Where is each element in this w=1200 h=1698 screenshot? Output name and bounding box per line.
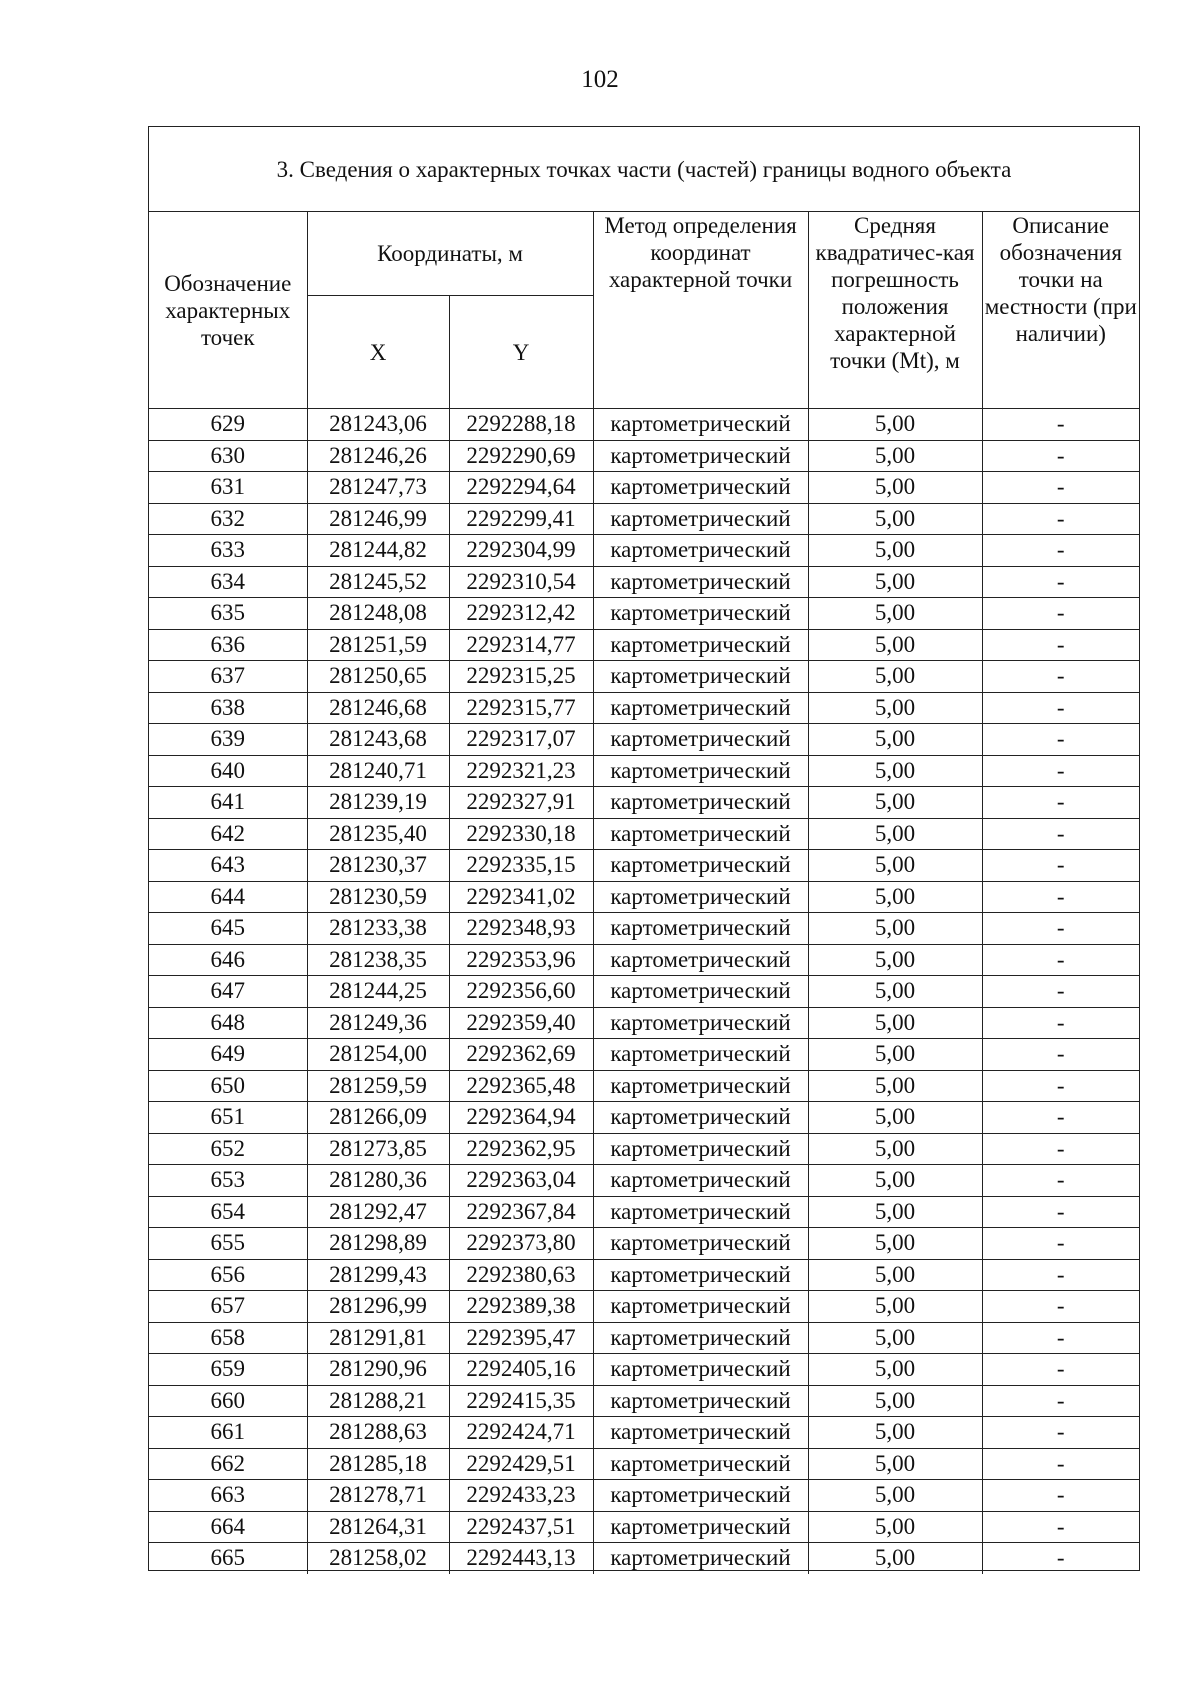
x-coordinate-cell: 281291,81 bbox=[307, 1322, 449, 1354]
point-label-cell: 662 bbox=[149, 1448, 307, 1480]
y-coordinate-cell: 2292353,96 bbox=[449, 944, 593, 976]
y-coordinate-cell: 2292330,18 bbox=[449, 818, 593, 850]
header-method: Метод определения координат характерной точки bbox=[593, 212, 808, 409]
y-coordinate-cell: 2292335,15 bbox=[449, 850, 593, 882]
method-cell: картометрический bbox=[593, 1448, 808, 1480]
x-coordinate-cell: 281250,65 bbox=[307, 661, 449, 693]
description-cell: - bbox=[982, 629, 1139, 661]
y-coordinate-cell: 2292373,80 bbox=[449, 1228, 593, 1260]
table-row bbox=[149, 692, 1139, 724]
y-coordinate-cell: 2292365,48 bbox=[449, 1070, 593, 1102]
description-cell: - bbox=[982, 1543, 1139, 1574]
x-coordinate-cell: 281259,59 bbox=[307, 1070, 449, 1102]
x-coordinate-cell: 281246,26 bbox=[307, 440, 449, 472]
point-label-cell: 663 bbox=[149, 1480, 307, 1512]
method-cell: картометрический bbox=[593, 881, 808, 913]
header-coordinates: Координаты, м bbox=[307, 212, 593, 296]
point-label-cell: 654 bbox=[149, 1196, 307, 1228]
method-cell: картометрический bbox=[593, 850, 808, 882]
y-coordinate-cell: 2292433,23 bbox=[449, 1480, 593, 1512]
error-cell: 5,00 bbox=[808, 818, 982, 850]
point-label-cell: 639 bbox=[149, 724, 307, 756]
description-cell: - bbox=[982, 881, 1139, 913]
table-row bbox=[149, 724, 1139, 756]
description-cell: - bbox=[982, 440, 1139, 472]
point-label-cell: 664 bbox=[149, 1511, 307, 1543]
error-cell: 5,00 bbox=[808, 787, 982, 819]
description-cell: - bbox=[982, 661, 1139, 693]
x-coordinate-cell: 281239,19 bbox=[307, 787, 449, 819]
error-cell: 5,00 bbox=[808, 1385, 982, 1417]
y-coordinate-cell: 2292364,94 bbox=[449, 1102, 593, 1134]
point-label-cell: 632 bbox=[149, 503, 307, 535]
table-row bbox=[149, 566, 1139, 598]
point-label-cell: 650 bbox=[149, 1070, 307, 1102]
x-coordinate-cell: 281280,36 bbox=[307, 1165, 449, 1197]
table-row bbox=[149, 850, 1139, 882]
x-coordinate-cell: 281240,71 bbox=[307, 755, 449, 787]
table-row bbox=[149, 598, 1139, 630]
description-cell: - bbox=[982, 1448, 1139, 1480]
error-cell: 5,00 bbox=[808, 566, 982, 598]
error-cell: 5,00 bbox=[808, 1480, 982, 1512]
x-coordinate-cell: 281248,08 bbox=[307, 598, 449, 630]
table-row bbox=[149, 881, 1139, 913]
table-row bbox=[149, 1511, 1139, 1543]
table-row bbox=[149, 1543, 1139, 1574]
x-coordinate-cell: 281296,99 bbox=[307, 1291, 449, 1323]
table-body bbox=[149, 409, 1139, 1574]
table-row bbox=[149, 1448, 1139, 1480]
error-cell: 5,00 bbox=[808, 503, 982, 535]
x-coordinate-cell: 281251,59 bbox=[307, 629, 449, 661]
description-cell: - bbox=[982, 976, 1139, 1008]
table-row bbox=[149, 1133, 1139, 1165]
table-row bbox=[149, 1354, 1139, 1386]
x-coordinate-cell: 281243,68 bbox=[307, 724, 449, 756]
description-cell: - bbox=[982, 503, 1139, 535]
description-cell: - bbox=[982, 566, 1139, 598]
x-coordinate-cell: 281245,52 bbox=[307, 566, 449, 598]
y-coordinate-cell: 2292356,60 bbox=[449, 976, 593, 1008]
table-row bbox=[149, 913, 1139, 945]
header-error: Средняя квадратичес-кая погрешность положения характерной точки (Mt), м bbox=[808, 212, 982, 409]
method-cell: картометрический bbox=[593, 944, 808, 976]
method-cell: картометрический bbox=[593, 692, 808, 724]
y-coordinate-cell: 2292380,63 bbox=[449, 1259, 593, 1291]
header-point-label: Обозначение характерных точек bbox=[149, 212, 307, 409]
x-coordinate-cell: 281278,71 bbox=[307, 1480, 449, 1512]
point-label-cell: 651 bbox=[149, 1102, 307, 1134]
method-cell: картометрический bbox=[593, 1480, 808, 1512]
error-cell: 5,00 bbox=[808, 1354, 982, 1386]
table-header bbox=[149, 212, 1139, 409]
header-description: Описание обозначения точки на местности (при наличии) bbox=[982, 212, 1139, 409]
table-row bbox=[149, 818, 1139, 850]
table-row bbox=[149, 787, 1139, 819]
point-label-cell: 640 bbox=[149, 755, 307, 787]
description-cell: - bbox=[982, 1417, 1139, 1449]
x-coordinate-cell: 281288,63 bbox=[307, 1417, 449, 1449]
x-coordinate-cell: 281249,36 bbox=[307, 1007, 449, 1039]
error-cell: 5,00 bbox=[808, 1102, 982, 1134]
y-coordinate-cell: 2292314,77 bbox=[449, 629, 593, 661]
error-cell: 5,00 bbox=[808, 409, 982, 441]
method-cell: картометрический bbox=[593, 440, 808, 472]
description-cell: - bbox=[982, 472, 1139, 504]
table-row bbox=[149, 1165, 1139, 1197]
x-coordinate-cell: 281264,31 bbox=[307, 1511, 449, 1543]
error-cell: 5,00 bbox=[808, 1165, 982, 1197]
method-cell: картометрический bbox=[593, 1354, 808, 1386]
description-cell: - bbox=[982, 1228, 1139, 1260]
point-label-cell: 648 bbox=[149, 1007, 307, 1039]
table-row bbox=[149, 629, 1139, 661]
x-coordinate-cell: 281266,09 bbox=[307, 1102, 449, 1134]
x-coordinate-cell: 281246,99 bbox=[307, 503, 449, 535]
description-cell: - bbox=[982, 1259, 1139, 1291]
error-cell: 5,00 bbox=[808, 1007, 982, 1039]
y-coordinate-cell: 2292424,71 bbox=[449, 1417, 593, 1449]
point-label-cell: 661 bbox=[149, 1417, 307, 1449]
y-coordinate-cell: 2292317,07 bbox=[449, 724, 593, 756]
point-label-cell: 645 bbox=[149, 913, 307, 945]
description-cell: - bbox=[982, 1196, 1139, 1228]
y-coordinate-cell: 2292341,02 bbox=[449, 881, 593, 913]
method-cell: картометрический bbox=[593, 503, 808, 535]
x-coordinate-cell: 281290,96 bbox=[307, 1354, 449, 1386]
description-cell: - bbox=[982, 1070, 1139, 1102]
y-coordinate-cell: 2292321,23 bbox=[449, 755, 593, 787]
x-coordinate-cell: 281230,37 bbox=[307, 850, 449, 882]
description-cell: - bbox=[982, 1511, 1139, 1543]
x-coordinate-cell: 281244,25 bbox=[307, 976, 449, 1008]
description-cell: - bbox=[982, 1322, 1139, 1354]
description-cell: - bbox=[982, 409, 1139, 441]
description-cell: - bbox=[982, 692, 1139, 724]
table-row bbox=[149, 535, 1139, 567]
x-coordinate-cell: 281254,00 bbox=[307, 1039, 449, 1071]
error-cell: 5,00 bbox=[808, 440, 982, 472]
table-row bbox=[149, 1070, 1139, 1102]
method-cell: картометрический bbox=[593, 598, 808, 630]
method-cell: картометрический bbox=[593, 629, 808, 661]
method-cell: картометрический bbox=[593, 1102, 808, 1134]
table-row bbox=[149, 1322, 1139, 1354]
y-coordinate-cell: 2292415,35 bbox=[449, 1385, 593, 1417]
method-cell: картометрический bbox=[593, 1543, 808, 1574]
x-coordinate-cell: 281298,89 bbox=[307, 1228, 449, 1260]
point-label-cell: 659 bbox=[149, 1354, 307, 1386]
y-coordinate-cell: 2292312,42 bbox=[449, 598, 593, 630]
table-row bbox=[149, 1480, 1139, 1512]
header-y: Y bbox=[449, 296, 593, 409]
error-cell: 5,00 bbox=[808, 1322, 982, 1354]
point-label-cell: 646 bbox=[149, 944, 307, 976]
table-row bbox=[149, 1417, 1139, 1449]
table-row bbox=[149, 1385, 1139, 1417]
method-cell: картометрический bbox=[593, 535, 808, 567]
description-cell: - bbox=[982, 1480, 1139, 1512]
description-cell: - bbox=[982, 1165, 1139, 1197]
description-cell: - bbox=[982, 850, 1139, 882]
method-cell: картометрический bbox=[593, 787, 808, 819]
point-label-cell: 657 bbox=[149, 1291, 307, 1323]
error-cell: 5,00 bbox=[808, 1070, 982, 1102]
error-cell: 5,00 bbox=[808, 724, 982, 756]
y-coordinate-cell: 2292405,16 bbox=[449, 1354, 593, 1386]
error-cell: 5,00 bbox=[808, 944, 982, 976]
y-coordinate-cell: 2292315,77 bbox=[449, 692, 593, 724]
x-coordinate-cell: 281288,21 bbox=[307, 1385, 449, 1417]
y-coordinate-cell: 2292290,69 bbox=[449, 440, 593, 472]
point-label-cell: 630 bbox=[149, 440, 307, 472]
method-cell: картометрический bbox=[593, 661, 808, 693]
table-row bbox=[149, 755, 1139, 787]
point-label-cell: 636 bbox=[149, 629, 307, 661]
point-label-cell: 629 bbox=[149, 409, 307, 441]
error-cell: 5,00 bbox=[808, 850, 982, 882]
table-row bbox=[149, 472, 1139, 504]
section-title: 3. Сведения о характерных точках части (частей) границы водного объекта bbox=[149, 127, 1139, 212]
table-row bbox=[149, 661, 1139, 693]
error-cell: 5,00 bbox=[808, 1543, 982, 1574]
error-cell: 5,00 bbox=[808, 1039, 982, 1071]
error-cell: 5,00 bbox=[808, 535, 982, 567]
y-coordinate-cell: 2292299,41 bbox=[449, 503, 593, 535]
error-cell: 5,00 bbox=[808, 1228, 982, 1260]
y-coordinate-cell: 2292348,93 bbox=[449, 913, 593, 945]
point-label-cell: 633 bbox=[149, 535, 307, 567]
description-cell: - bbox=[982, 1007, 1139, 1039]
y-coordinate-cell: 2292389,38 bbox=[449, 1291, 593, 1323]
y-coordinate-cell: 2292359,40 bbox=[449, 1007, 593, 1039]
description-cell: - bbox=[982, 598, 1139, 630]
point-label-cell: 660 bbox=[149, 1385, 307, 1417]
method-cell: картометрический bbox=[593, 1259, 808, 1291]
description-cell: - bbox=[982, 535, 1139, 567]
point-label-cell: 647 bbox=[149, 976, 307, 1008]
description-cell: - bbox=[982, 1039, 1139, 1071]
table-row bbox=[149, 1102, 1139, 1134]
y-coordinate-cell: 2292288,18 bbox=[449, 409, 593, 441]
method-cell: картометрический bbox=[593, 1228, 808, 1260]
table-row bbox=[149, 1291, 1139, 1323]
page-number: 102 bbox=[581, 66, 619, 93]
x-coordinate-cell: 281299,43 bbox=[307, 1259, 449, 1291]
method-cell: картометрический bbox=[593, 1385, 808, 1417]
description-cell: - bbox=[982, 1291, 1139, 1323]
points-section bbox=[148, 126, 1140, 1571]
point-label-cell: 644 bbox=[149, 881, 307, 913]
error-cell: 5,00 bbox=[808, 913, 982, 945]
table-row bbox=[149, 1039, 1139, 1071]
table-row bbox=[149, 409, 1139, 441]
error-cell: 5,00 bbox=[808, 598, 982, 630]
description-cell: - bbox=[982, 913, 1139, 945]
point-label-cell: 638 bbox=[149, 692, 307, 724]
description-cell: - bbox=[982, 1354, 1139, 1386]
x-coordinate-cell: 281273,85 bbox=[307, 1133, 449, 1165]
error-cell: 5,00 bbox=[808, 976, 982, 1008]
x-coordinate-cell: 281230,59 bbox=[307, 881, 449, 913]
method-cell: картометрический bbox=[593, 1165, 808, 1197]
method-cell: картометрический bbox=[593, 1417, 808, 1449]
error-cell: 5,00 bbox=[808, 1259, 982, 1291]
header-x: X bbox=[307, 296, 449, 409]
point-label-cell: 637 bbox=[149, 661, 307, 693]
y-coordinate-cell: 2292294,64 bbox=[449, 472, 593, 504]
method-cell: картометрический bbox=[593, 1511, 808, 1543]
method-cell: картометрический bbox=[593, 976, 808, 1008]
error-cell: 5,00 bbox=[808, 881, 982, 913]
error-cell: 5,00 bbox=[808, 472, 982, 504]
description-cell: - bbox=[982, 1385, 1139, 1417]
x-coordinate-cell: 281238,35 bbox=[307, 944, 449, 976]
error-cell: 5,00 bbox=[808, 1291, 982, 1323]
x-coordinate-cell: 281292,47 bbox=[307, 1196, 449, 1228]
table-row bbox=[149, 440, 1139, 472]
table-row bbox=[149, 503, 1139, 535]
description-cell: - bbox=[982, 1133, 1139, 1165]
table-row bbox=[149, 1259, 1139, 1291]
point-label-cell: 653 bbox=[149, 1165, 307, 1197]
method-cell: картометрический bbox=[593, 913, 808, 945]
table-row bbox=[149, 1228, 1139, 1260]
error-cell: 5,00 bbox=[808, 1511, 982, 1543]
point-label-cell: 649 bbox=[149, 1039, 307, 1071]
point-label-cell: 655 bbox=[149, 1228, 307, 1260]
x-coordinate-cell: 281246,68 bbox=[307, 692, 449, 724]
method-cell: картометрический bbox=[593, 1322, 808, 1354]
method-cell: картометрический bbox=[593, 409, 808, 441]
x-coordinate-cell: 281244,82 bbox=[307, 535, 449, 567]
point-label-cell: 656 bbox=[149, 1259, 307, 1291]
x-coordinate-cell: 281247,73 bbox=[307, 472, 449, 504]
method-cell: картометрический bbox=[593, 755, 808, 787]
method-cell: картометрический bbox=[593, 472, 808, 504]
x-coordinate-cell: 281285,18 bbox=[307, 1448, 449, 1480]
method-cell: картометрический bbox=[593, 1291, 808, 1323]
method-cell: картометрический bbox=[593, 1070, 808, 1102]
table-row bbox=[149, 1007, 1139, 1039]
point-label-cell: 641 bbox=[149, 787, 307, 819]
y-coordinate-cell: 2292315,25 bbox=[449, 661, 593, 693]
error-cell: 5,00 bbox=[808, 1196, 982, 1228]
point-label-cell: 635 bbox=[149, 598, 307, 630]
y-coordinate-cell: 2292304,99 bbox=[449, 535, 593, 567]
y-coordinate-cell: 2292367,84 bbox=[449, 1196, 593, 1228]
point-label-cell: 642 bbox=[149, 818, 307, 850]
point-label-cell: 643 bbox=[149, 850, 307, 882]
x-coordinate-cell: 281243,06 bbox=[307, 409, 449, 441]
x-coordinate-cell: 281233,38 bbox=[307, 913, 449, 945]
method-cell: картометрический bbox=[593, 566, 808, 598]
point-label-cell: 652 bbox=[149, 1133, 307, 1165]
description-cell: - bbox=[982, 787, 1139, 819]
table-row bbox=[149, 976, 1139, 1008]
table-row bbox=[149, 1196, 1139, 1228]
point-label-cell: 665 bbox=[149, 1543, 307, 1574]
error-cell: 5,00 bbox=[808, 692, 982, 724]
y-coordinate-cell: 2292327,91 bbox=[449, 787, 593, 819]
error-cell: 5,00 bbox=[808, 755, 982, 787]
description-cell: - bbox=[982, 724, 1139, 756]
description-cell: - bbox=[982, 944, 1139, 976]
y-coordinate-cell: 2292395,47 bbox=[449, 1322, 593, 1354]
y-coordinate-cell: 2292429,51 bbox=[449, 1448, 593, 1480]
error-cell: 5,00 bbox=[808, 1133, 982, 1165]
point-label-cell: 658 bbox=[149, 1322, 307, 1354]
error-cell: 5,00 bbox=[808, 1448, 982, 1480]
error-cell: 5,00 bbox=[808, 661, 982, 693]
method-cell: картометрический bbox=[593, 1039, 808, 1071]
x-coordinate-cell: 281258,02 bbox=[307, 1543, 449, 1574]
y-coordinate-cell: 2292362,95 bbox=[449, 1133, 593, 1165]
table-row bbox=[149, 944, 1139, 976]
error-cell: 5,00 bbox=[808, 1417, 982, 1449]
error-cell: 5,00 bbox=[808, 629, 982, 661]
y-coordinate-cell: 2292437,51 bbox=[449, 1511, 593, 1543]
y-coordinate-cell: 2292443,13 bbox=[449, 1543, 593, 1574]
description-cell: - bbox=[982, 755, 1139, 787]
method-cell: картометрический bbox=[593, 818, 808, 850]
y-coordinate-cell: 2292363,04 bbox=[449, 1165, 593, 1197]
description-cell: - bbox=[982, 1102, 1139, 1134]
characteristic-points-table bbox=[149, 212, 1139, 1574]
method-cell: картометрический bbox=[593, 1007, 808, 1039]
y-coordinate-cell: 2292362,69 bbox=[449, 1039, 593, 1071]
point-label-cell: 634 bbox=[149, 566, 307, 598]
y-coordinate-cell: 2292310,54 bbox=[449, 566, 593, 598]
method-cell: картометрический bbox=[593, 724, 808, 756]
description-cell: - bbox=[982, 818, 1139, 850]
method-cell: картометрический bbox=[593, 1133, 808, 1165]
x-coordinate-cell: 281235,40 bbox=[307, 818, 449, 850]
method-cell: картометрический bbox=[593, 1196, 808, 1228]
point-label-cell: 631 bbox=[149, 472, 307, 504]
